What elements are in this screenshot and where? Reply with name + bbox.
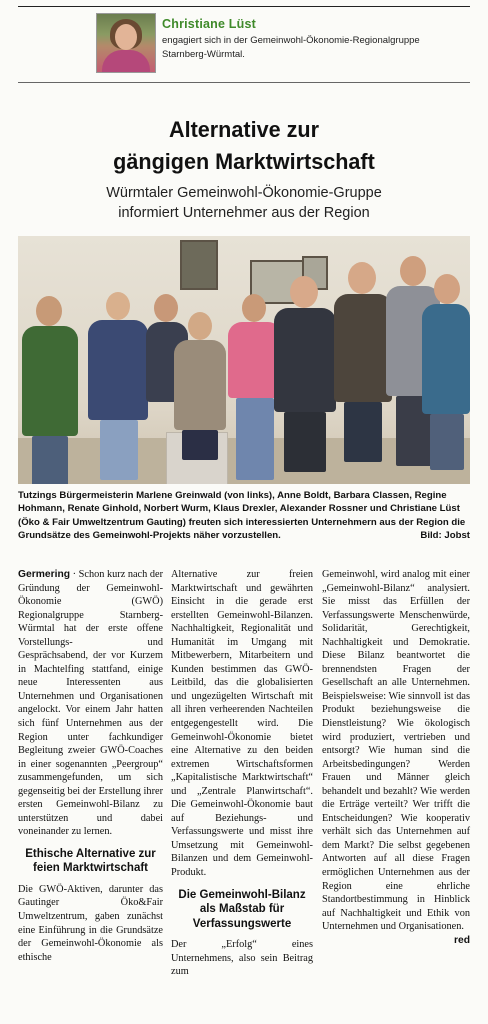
subhead-line2: informiert Unternehmer aus der Region xyxy=(118,205,370,221)
headline-line1: Alternative zur xyxy=(168,117,320,142)
article-column-3 xyxy=(322,568,470,947)
author-signature: red xyxy=(453,934,470,946)
author-name: Christiane Lüst xyxy=(162,17,256,31)
caption-text: Tutzings Bürgermeisterin Marlene Greinwald (von links), Anne Boldt, Barbara Classen, Regine Hohmann, Renate Ginhold, Norbert Wurm, Klaus Drexler, Alexander Rossner und Christiane Lüst (Öko & Fair Umweltzentrum Gauting) freuten sich interessierten Unternehmern aus der Region die Grundsätze des Gemeinwohl-Projekts näher vorzustellen. xyxy=(18,490,466,542)
column-2-text-2: Der „Erfolg“ eines Unternehmens, also sein Beitrag zum xyxy=(171,939,313,978)
top-rule xyxy=(18,6,470,7)
article-column-1 xyxy=(18,568,163,964)
dateline: Germering xyxy=(18,569,71,580)
photo-credit: Bild: Jobst xyxy=(420,530,470,542)
column-1-text: · Schon kurz nach der Gründung der Gemeinwohl-Ökonomie (GWÖ) Regionalgruppe Starnberg-Würmtal hat der erste offene Vorstellungs- und Gesprächsabend, der vor Kurzem in Machtelfing stattfand, einige neue Interessenten aus Unternehmen und Organisationen angelockt. Vor einem Jahr hatten sich fünf Unternehmen aus der Region unter fachkundiger Begleitung zweier GWÖ-Coaches in einer sogenannten „Peergroup“ zusammengefunden, um sich gegenseitig bei der Erstellung ihrer ersten Gemeinwohl-Bilanz zu unterstützen und dabei voneinander zu lernen. xyxy=(18,569,164,838)
author-description: engagiert sich in der Gemeinwohl-Ökonomie-Regionalgruppe Starnberg-Würmtal. xyxy=(162,35,420,60)
column-3-text: Gemeinwohl, wird analog mit einer „Gemeinwohl-Bilanz“ analysiert. Sie misst das Erfüllen der Verfassungswerte Menschenwürde, Solidarität, Gerechtigkeit, Nachhaltigkeit und Demokratie. Diese Bilanz beantwortet die brennendsten Fragen der Gesellschaft an alle Unternehmen. Beispielsweise: Wie sinnvoll ist das Produkt beziehungsweise die Dienstleistung? Wie ökologisch wird produziert, vertrieben und entsorgt? Wie human sind die Arbeitsbedingungen? Werden Frauen und Männer gleich behandelt und bezahlt? Wie werden die Erträge verteilt? Wer trifft die Entscheidungen? Wie kooperativ verhält sich das Unternehmen auf dem Markt? Die selbst gegebenen Antworten auf all diese Fragen ermöglichen Unternehmen aus der Region eine ehrliche Standortbestimmung in Hinblick auf Nachhaltigkeit und Ethik von Unternehmen und Organisationen. xyxy=(322,569,470,933)
column-2-text: Alternative zur freien Marktwirtschaft und gewährten Einsicht in die gerade erst erstellten Gemeinwohl-Bilanzen. Nachhaltigkeit, Regionalität und Humanität im Umgang mit Mitbewerbern, Mitarbeitern und Kunden bestimmen das GWÖ-Leitbild, das die globalisierten und ungezügelten Wirtschaft mit all ihren verheerenden Nachteilen entgegengestellt wird. Die Gemeinwohl-Ökonomie bietet eine Alternative zu den beiden extremen Wirtschaftsformen „Kapitalistische Marktwirtschaft“ und „Zentrale Planwirtschaft“. Die Gemeinwohl-Ökonomie baut auf Beziehungs- und Verfassungswerte und misst ihre Umsetzung mit Gemeinwohl-Bilanzen und dem Gemeinwohl-Produkt. xyxy=(171,569,313,879)
author-photo xyxy=(96,13,156,73)
subhead-line1: Würmtaler Gemeinwohl-Ökonomie-Gruppe xyxy=(106,185,382,201)
column-1-text-2: Die GWÖ-Aktiven, darunter das Gautinger Öko&Fair Umweltzentrum, gaben zunächst eine Einführung in die Grundsätze der Gemeinwohl-Ökonomie als ethische xyxy=(18,883,163,963)
subtitle-gemeinwohl-bilanz: Die Gemeinwohl-Bilanz als Maßstab für Verfassungswerte xyxy=(178,888,306,930)
photo-caption xyxy=(18,489,470,543)
article-column-2 xyxy=(171,568,313,979)
author-divider xyxy=(18,82,470,83)
subtitle-ethische-alternative: Ethische Alternative zur feien Marktwirtschaft xyxy=(25,847,156,875)
group-photo xyxy=(18,236,470,484)
headline-line2: gängigen Marktwirtschaft xyxy=(113,149,375,174)
